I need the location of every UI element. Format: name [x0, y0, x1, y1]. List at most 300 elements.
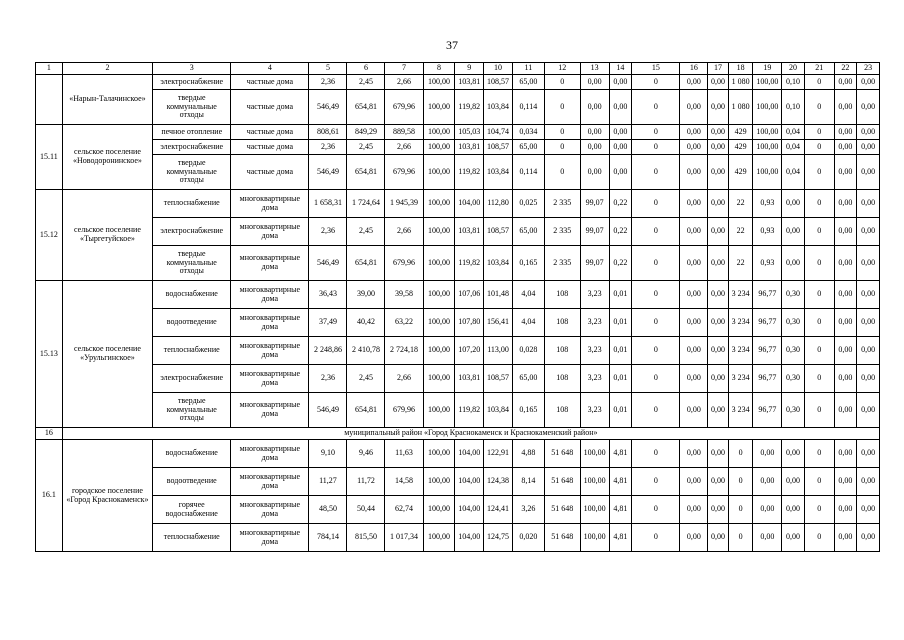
- value-cell: 0,00: [609, 90, 632, 125]
- value-cell: 51 648: [544, 496, 580, 524]
- value-cell: 0,00: [708, 468, 729, 496]
- value-cell: 100,00: [753, 90, 782, 125]
- value-cell: 0,00: [753, 440, 782, 468]
- value-cell: 0,00: [580, 90, 609, 125]
- value-cell: 0,22: [609, 246, 632, 281]
- value-cell: 108: [544, 365, 580, 393]
- value-cell: 0,00: [708, 440, 729, 468]
- value-cell: 0,00: [680, 393, 708, 428]
- value-cell: 889,58: [385, 125, 423, 140]
- value-cell: 22: [728, 246, 753, 281]
- value-cell: 849,29: [347, 125, 385, 140]
- column-header: 6: [347, 63, 385, 75]
- value-cell: 0,165: [512, 393, 544, 428]
- value-cell: 0,00: [782, 496, 805, 524]
- table-row: [36, 309, 880, 337]
- housing-type: многоквартирные дома: [231, 393, 309, 428]
- value-cell: 0,00: [580, 125, 609, 140]
- value-cell: 0,00: [834, 140, 857, 155]
- value-cell: 0,01: [609, 309, 632, 337]
- value-cell: 0,93: [753, 218, 782, 246]
- value-cell: 0: [804, 524, 834, 552]
- value-cell: 0: [804, 246, 834, 281]
- value-cell: 100,00: [753, 140, 782, 155]
- value-cell: 0,01: [609, 337, 632, 365]
- value-cell: 0,00: [857, 524, 880, 552]
- section-row: [36, 428, 880, 440]
- column-header: 5: [309, 63, 347, 75]
- value-cell: 0: [632, 140, 680, 155]
- service-type: водоотведение: [153, 468, 231, 496]
- column-header: 3: [153, 63, 231, 75]
- value-cell: 2,45: [347, 75, 385, 90]
- table-row: [36, 75, 880, 90]
- value-cell: 0,01: [609, 281, 632, 309]
- table-row: [36, 155, 880, 190]
- value-cell: 2 724,18: [385, 337, 423, 365]
- column-header: 10: [484, 63, 513, 75]
- value-cell: 0,00: [857, 75, 880, 90]
- value-cell: 104,00: [455, 440, 484, 468]
- value-cell: 50,44: [347, 496, 385, 524]
- value-cell: 0,00: [857, 440, 880, 468]
- column-header: 16: [680, 63, 708, 75]
- value-cell: 3,26: [512, 496, 544, 524]
- housing-type: многоквартирные дома: [231, 365, 309, 393]
- table-body: [36, 63, 880, 552]
- table-row: [36, 125, 880, 140]
- value-cell: 36,43: [309, 281, 347, 309]
- value-cell: 103,84: [484, 90, 513, 125]
- value-cell: 96,77: [753, 365, 782, 393]
- value-cell: 108,57: [484, 218, 513, 246]
- page-number: 37: [446, 38, 458, 52]
- value-cell: 0: [632, 246, 680, 281]
- value-cell: 65,00: [512, 140, 544, 155]
- value-cell: 104,74: [484, 125, 513, 140]
- value-cell: 0,114: [512, 155, 544, 190]
- value-cell: 0,00: [580, 155, 609, 190]
- value-cell: 0,00: [708, 90, 729, 125]
- value-cell: 0: [632, 218, 680, 246]
- value-cell: 0,93: [753, 246, 782, 281]
- service-type: электроснабжение: [153, 218, 231, 246]
- value-cell: 107,20: [455, 337, 484, 365]
- value-cell: 0,00: [857, 190, 880, 218]
- value-cell: 2,66: [385, 365, 423, 393]
- value-cell: 100,00: [580, 468, 609, 496]
- value-cell: 0: [804, 440, 834, 468]
- section-title: муниципальный район «Город Краснокаменск и Краснокаменский район»: [62, 428, 879, 440]
- value-cell: 0: [632, 75, 680, 90]
- value-cell: 124,38: [484, 468, 513, 496]
- value-cell: 0: [632, 337, 680, 365]
- value-cell: 100,00: [753, 125, 782, 140]
- column-header: 8: [423, 63, 455, 75]
- value-cell: 3 234: [728, 309, 753, 337]
- value-cell: 0: [632, 125, 680, 140]
- value-cell: 124,41: [484, 496, 513, 524]
- value-cell: 0,04: [782, 125, 805, 140]
- column-header: 11: [512, 63, 544, 75]
- value-cell: 0: [544, 140, 580, 155]
- value-cell: 654,81: [347, 393, 385, 428]
- value-cell: 108,57: [484, 140, 513, 155]
- value-cell: 1 017,34: [385, 524, 423, 552]
- value-cell: 100,00: [423, 309, 455, 337]
- value-cell: 0,00: [857, 125, 880, 140]
- value-cell: 654,81: [347, 155, 385, 190]
- value-cell: 0: [544, 90, 580, 125]
- value-cell: 546,49: [309, 393, 347, 428]
- value-cell: 0,00: [680, 246, 708, 281]
- value-cell: 100,00: [423, 125, 455, 140]
- value-cell: 0,020: [512, 524, 544, 552]
- housing-type: частные дома: [231, 125, 309, 140]
- value-cell: 1 658,31: [309, 190, 347, 218]
- value-cell: 0,034: [512, 125, 544, 140]
- value-cell: 2,36: [309, 75, 347, 90]
- value-cell: 0,00: [834, 281, 857, 309]
- value-cell: 0: [544, 155, 580, 190]
- settlement-name: «Нарын-Талачинское»: [62, 75, 152, 125]
- table-row: [36, 218, 880, 246]
- column-header: 2: [62, 63, 152, 75]
- value-cell: 0,00: [782, 468, 805, 496]
- value-cell: 104,00: [455, 524, 484, 552]
- value-cell: 0,00: [857, 393, 880, 428]
- value-cell: 1 080: [728, 75, 753, 90]
- value-cell: 99,07: [580, 246, 609, 281]
- value-cell: 0,04: [782, 155, 805, 190]
- value-cell: 0,00: [580, 75, 609, 90]
- value-cell: 1 080: [728, 90, 753, 125]
- value-cell: 3 234: [728, 281, 753, 309]
- value-cell: 9,10: [309, 440, 347, 468]
- value-cell: 4,81: [609, 440, 632, 468]
- value-cell: 4,81: [609, 468, 632, 496]
- row-number: 15.11: [36, 125, 63, 190]
- value-cell: 0,00: [782, 524, 805, 552]
- value-cell: 0,00: [680, 365, 708, 393]
- value-cell: 103,84: [484, 246, 513, 281]
- value-cell: 0: [804, 155, 834, 190]
- value-cell: 103,81: [455, 218, 484, 246]
- value-cell: 0,00: [834, 365, 857, 393]
- value-cell: 2 335: [544, 246, 580, 281]
- housing-type: многоквартирные дома: [231, 524, 309, 552]
- value-cell: 0,30: [782, 337, 805, 365]
- value-cell: 0,00: [680, 496, 708, 524]
- value-cell: 0,00: [680, 125, 708, 140]
- value-cell: 100,00: [580, 524, 609, 552]
- service-type: электроснабжение: [153, 365, 231, 393]
- value-cell: 0: [544, 75, 580, 90]
- value-cell: 63,22: [385, 309, 423, 337]
- housing-type: многоквартирные дома: [231, 496, 309, 524]
- value-cell: 2,36: [309, 140, 347, 155]
- value-cell: 679,96: [385, 246, 423, 281]
- value-cell: 679,96: [385, 155, 423, 190]
- value-cell: 0,00: [680, 337, 708, 365]
- value-cell: 0,00: [857, 218, 880, 246]
- housing-type: частные дома: [231, 75, 309, 90]
- value-cell: 0,025: [512, 190, 544, 218]
- value-cell: 0,00: [753, 524, 782, 552]
- value-cell: 14,58: [385, 468, 423, 496]
- service-type: электроснабжение: [153, 140, 231, 155]
- service-type: теплоснабжение: [153, 524, 231, 552]
- housing-type: частные дома: [231, 155, 309, 190]
- value-cell: 124,75: [484, 524, 513, 552]
- column-header: 20: [782, 63, 805, 75]
- value-cell: 0,00: [782, 218, 805, 246]
- value-cell: 0: [804, 90, 834, 125]
- value-cell: 103,81: [455, 140, 484, 155]
- value-cell: 156,41: [484, 309, 513, 337]
- value-cell: 0,00: [834, 125, 857, 140]
- value-cell: 0,93: [753, 190, 782, 218]
- value-cell: 0,00: [834, 75, 857, 90]
- value-cell: 0,00: [834, 468, 857, 496]
- column-header: 22: [834, 63, 857, 75]
- value-cell: 104,00: [455, 468, 484, 496]
- value-cell: 0,30: [782, 281, 805, 309]
- value-cell: 2,45: [347, 218, 385, 246]
- value-cell: 100,00: [423, 524, 455, 552]
- value-cell: 0: [804, 218, 834, 246]
- value-cell: 101,48: [484, 281, 513, 309]
- value-cell: 0,00: [857, 281, 880, 309]
- value-cell: 0,04: [782, 140, 805, 155]
- value-cell: 0,00: [834, 524, 857, 552]
- value-cell: 100,00: [580, 440, 609, 468]
- settlement-name: сельское поселение «Тыргетуйское»: [62, 190, 152, 281]
- value-cell: 22: [728, 218, 753, 246]
- row-number: 16.1: [36, 440, 63, 552]
- table-row: [36, 524, 880, 552]
- value-cell: 2,36: [309, 365, 347, 393]
- value-cell: 0,30: [782, 309, 805, 337]
- settlement-name: сельское поселение «Новодоронинское»: [62, 125, 152, 190]
- value-cell: 100,00: [423, 468, 455, 496]
- settlement-name: сельское поселение «Урульгинское»: [62, 281, 152, 428]
- value-cell: 0,00: [857, 90, 880, 125]
- value-cell: 0: [632, 393, 680, 428]
- column-header: 14: [609, 63, 632, 75]
- value-cell: 2 335: [544, 190, 580, 218]
- housing-type: многоквартирные дома: [231, 190, 309, 218]
- value-cell: 546,49: [309, 246, 347, 281]
- value-cell: 0,114: [512, 90, 544, 125]
- value-cell: 0: [804, 337, 834, 365]
- value-cell: 100,00: [423, 155, 455, 190]
- value-cell: 2 248,86: [309, 337, 347, 365]
- value-cell: 4,88: [512, 440, 544, 468]
- value-cell: 0: [804, 281, 834, 309]
- value-cell: 103,81: [455, 365, 484, 393]
- value-cell: 429: [728, 125, 753, 140]
- value-cell: 100,00: [753, 75, 782, 90]
- value-cell: 0,00: [782, 246, 805, 281]
- housing-type: многоквартирные дома: [231, 468, 309, 496]
- service-type: теплоснабжение: [153, 190, 231, 218]
- value-cell: 100,00: [753, 155, 782, 190]
- value-cell: 108,57: [484, 75, 513, 90]
- value-cell: 0: [804, 468, 834, 496]
- value-cell: 0,00: [782, 440, 805, 468]
- value-cell: 0,00: [708, 140, 729, 155]
- value-cell: 2,66: [385, 140, 423, 155]
- value-cell: 0: [728, 440, 753, 468]
- value-cell: 0: [728, 524, 753, 552]
- value-cell: 100,00: [423, 365, 455, 393]
- table-row: [36, 140, 880, 155]
- value-cell: 108: [544, 309, 580, 337]
- value-cell: 0,00: [708, 155, 729, 190]
- value-cell: 0,00: [857, 468, 880, 496]
- settlement-name: городское поселение «Город Краснокаменск»: [62, 440, 152, 552]
- value-cell: 2 410,78: [347, 337, 385, 365]
- column-header: 15: [632, 63, 680, 75]
- table-row: [36, 281, 880, 309]
- value-cell: 108: [544, 281, 580, 309]
- value-cell: 96,77: [753, 337, 782, 365]
- value-cell: 0,00: [834, 440, 857, 468]
- value-cell: 0,00: [680, 75, 708, 90]
- value-cell: 784,14: [309, 524, 347, 552]
- value-cell: 0,00: [708, 524, 729, 552]
- value-cell: 0,00: [680, 140, 708, 155]
- value-cell: 100,00: [423, 440, 455, 468]
- column-header: 19: [753, 63, 782, 75]
- value-cell: 0: [804, 190, 834, 218]
- table-row: [36, 190, 880, 218]
- value-cell: 2,66: [385, 75, 423, 90]
- column-header: 12: [544, 63, 580, 75]
- value-cell: 2,45: [347, 365, 385, 393]
- value-cell: 100,00: [423, 75, 455, 90]
- value-cell: 104,00: [455, 496, 484, 524]
- value-cell: 546,49: [309, 90, 347, 125]
- value-cell: 0: [632, 524, 680, 552]
- table-row: [36, 90, 880, 125]
- value-cell: 0,10: [782, 90, 805, 125]
- value-cell: 100,00: [423, 281, 455, 309]
- value-cell: 0,10: [782, 75, 805, 90]
- value-cell: 96,77: [753, 309, 782, 337]
- service-type: твердые коммунальные отходы: [153, 90, 231, 125]
- service-type: водоснабжение: [153, 281, 231, 309]
- table-row: [36, 440, 880, 468]
- value-cell: 0,00: [708, 125, 729, 140]
- value-cell: 0,00: [708, 246, 729, 281]
- value-cell: 0,22: [609, 218, 632, 246]
- value-cell: 40,42: [347, 309, 385, 337]
- value-cell: 0,165: [512, 246, 544, 281]
- service-type: электроснабжение: [153, 75, 231, 90]
- value-cell: 100,00: [423, 190, 455, 218]
- value-cell: 108,57: [484, 365, 513, 393]
- value-cell: 0,00: [857, 309, 880, 337]
- value-cell: 103,84: [484, 155, 513, 190]
- value-cell: 11,72: [347, 468, 385, 496]
- value-cell: 654,81: [347, 246, 385, 281]
- value-cell: 0: [728, 496, 753, 524]
- service-type: теплоснабжение: [153, 337, 231, 365]
- service-type: твердые коммунальные отходы: [153, 155, 231, 190]
- value-cell: 122,91: [484, 440, 513, 468]
- value-cell: 51 648: [544, 524, 580, 552]
- value-cell: 2,45: [347, 140, 385, 155]
- row-number: 15.13: [36, 281, 63, 428]
- value-cell: 0,00: [609, 155, 632, 190]
- value-cell: 815,50: [347, 524, 385, 552]
- value-cell: 39,58: [385, 281, 423, 309]
- value-cell: 546,49: [309, 155, 347, 190]
- value-cell: 100,00: [423, 140, 455, 155]
- value-cell: 103,84: [484, 393, 513, 428]
- value-cell: 0: [804, 496, 834, 524]
- value-cell: 0,00: [834, 218, 857, 246]
- value-cell: 9,46: [347, 440, 385, 468]
- column-header: 13: [580, 63, 609, 75]
- value-cell: 0: [632, 190, 680, 218]
- value-cell: 0,00: [680, 309, 708, 337]
- table-row: [36, 468, 880, 496]
- value-cell: 0,00: [708, 309, 729, 337]
- value-cell: 0: [632, 365, 680, 393]
- table-row: [36, 496, 880, 524]
- value-cell: 0: [804, 125, 834, 140]
- housing-type: многоквартирные дома: [231, 246, 309, 281]
- value-cell: 429: [728, 155, 753, 190]
- value-cell: 0,00: [680, 524, 708, 552]
- value-cell: 0,00: [834, 190, 857, 218]
- value-cell: 0,00: [753, 496, 782, 524]
- column-header: 1: [36, 63, 63, 75]
- value-cell: 2 335: [544, 218, 580, 246]
- service-type: водоотведение: [153, 309, 231, 337]
- value-cell: 107,06: [455, 281, 484, 309]
- header-row: [36, 63, 880, 75]
- value-cell: 37,49: [309, 309, 347, 337]
- value-cell: 0,00: [680, 440, 708, 468]
- value-cell: 679,96: [385, 393, 423, 428]
- value-cell: 0,00: [834, 246, 857, 281]
- value-cell: 0: [804, 393, 834, 428]
- value-cell: 1 724,64: [347, 190, 385, 218]
- value-cell: 0,00: [834, 155, 857, 190]
- value-cell: 0: [632, 440, 680, 468]
- value-cell: 2,36: [309, 218, 347, 246]
- value-cell: 119,82: [455, 155, 484, 190]
- housing-type: многоквартирные дома: [231, 281, 309, 309]
- value-cell: 62,74: [385, 496, 423, 524]
- value-cell: 0,00: [834, 393, 857, 428]
- value-cell: 0,00: [680, 468, 708, 496]
- value-cell: 0,00: [857, 365, 880, 393]
- value-cell: 0: [632, 90, 680, 125]
- value-cell: 0,30: [782, 365, 805, 393]
- value-cell: 119,82: [455, 246, 484, 281]
- value-cell: 3,23: [580, 365, 609, 393]
- value-cell: 0,00: [857, 246, 880, 281]
- value-cell: 0: [544, 125, 580, 140]
- value-cell: 100,00: [423, 393, 455, 428]
- value-cell: 0,00: [708, 281, 729, 309]
- value-cell: 0,00: [680, 155, 708, 190]
